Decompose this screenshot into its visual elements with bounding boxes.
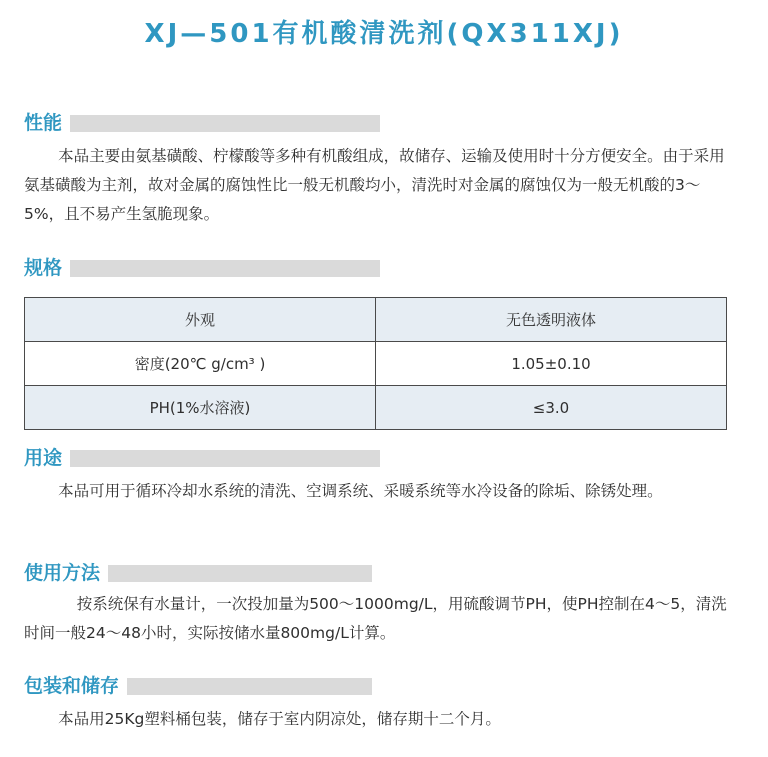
spec-table (24, 297, 727, 430)
table-row (25, 298, 727, 342)
section-divider-bar (108, 565, 372, 582)
section-header-usage (24, 446, 380, 470)
section-title-usage: 用途 (24, 447, 63, 469)
section-title-storage: 包装和储存 (24, 675, 120, 697)
table-row (25, 386, 727, 430)
usage-paragraph: 本品可用于循环冷却水系统的清洗、空调系统、采暖系统等水冷设备的除垢、除锈处理。 (58, 482, 663, 500)
section-header-performance (24, 111, 380, 135)
performance-paragraph: 本品主要由氨基磺酸、柠檬酸等多种有机酸组成，故储存、运输及使用时十分方便安全。由于采用氨基磺酸为主剂，故对金属的腐蚀性比一般无机酸均小，清洗时对金属的腐蚀仅为一般无机酸的3～5%，且不易产生氢脆现象。 (24, 147, 725, 223)
spec-value-cell: 无色透明液体 (376, 298, 727, 342)
section-title-performance: 性能 (24, 112, 63, 134)
table-row (25, 342, 727, 386)
spec-value-cell: ≤3.0 (376, 386, 727, 430)
section-divider-bar (70, 115, 380, 132)
section-header-storage (24, 674, 372, 698)
spec-item-cell: 密度(20℃ g/cm³ ) (25, 342, 376, 386)
section-title-spec: 规格 (24, 257, 63, 279)
section-divider-bar (70, 450, 380, 467)
page-title: XJ—501有机酸清洗剂(QX311XJ) (144, 19, 624, 49)
section-divider-bar (127, 678, 372, 695)
section-title-method: 使用方法 (24, 562, 101, 584)
storage-paragraph: 本品用25Kg塑料桶包装，储存于室内阴凉处，储存期十二个月。 (58, 710, 501, 728)
section-divider-bar (70, 260, 380, 277)
spec-item-cell: PH(1%水溶液) (25, 386, 376, 430)
method-paragraph: 按系统保有水量计，一次投加量为500～1000mg/L，用硫酸调节PH，使PH控制在4～5，清洗时间一般24～48小时，实际按储水量800mg/L计算。 (24, 595, 727, 642)
spec-item-cell: 外观 (25, 298, 376, 342)
section-header-method (24, 561, 372, 585)
spec-value-cell: 1.05±0.10 (376, 342, 727, 386)
section-header-spec (24, 256, 380, 280)
